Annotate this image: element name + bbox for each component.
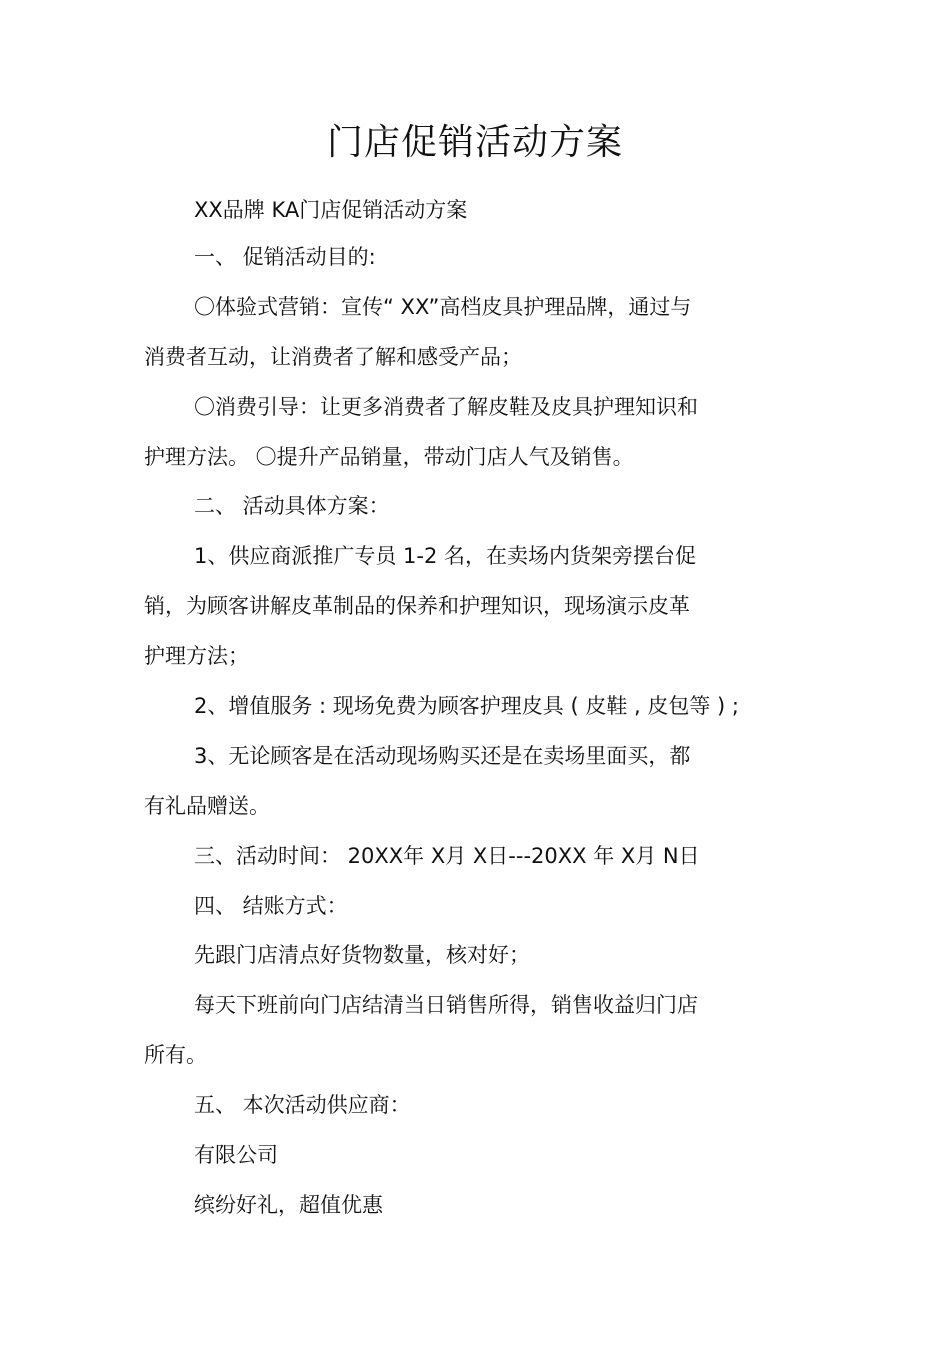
- settlement-line-1: 先跟门店清点好货物数量，核对好；: [194, 943, 530, 967]
- section-1-heading: 一、 促销活动目的:: [194, 245, 376, 269]
- section-2-heading: 二、 活动具体方案：: [194, 494, 390, 518]
- settlement-line-3: 所有。: [144, 1043, 207, 1067]
- plan-item-1-line-3: 护理方法；: [144, 644, 249, 668]
- subtitle: XX品牌 KA门店促销活动方案: [194, 198, 468, 222]
- plan-item-1-line-1: 1、供应商派推广专员 1-2 名，在卖场内货架旁摆台促: [194, 544, 697, 568]
- goal-experience-line-1: 〇体验式营销：宣传“ XX”高档皮具护理品牌，通过与: [194, 295, 692, 319]
- plan-item-3-line-2: 有礼品赠送。: [144, 794, 270, 818]
- document-title: 门店促销活动方案: [326, 122, 623, 163]
- slogan: 缤纷好礼，超值优惠: [194, 1193, 383, 1217]
- settlement-line-2: 每天下班前向门店结清当日销售所得，销售收益归门店: [194, 993, 698, 1017]
- plan-item-1-line-2: 销，为顾客讲解皮革制品的保养和护理知识，现场演示皮革: [144, 594, 690, 618]
- plan-item-2: 2、增值服务 : 现场免费为顾客护理皮具 ( 皮鞋 , 皮包等 ) ;: [194, 694, 739, 718]
- plan-item-3-line-1: 3、无论顾客是在活动现场购买还是在卖场里面买，都: [194, 744, 691, 768]
- section-4-heading: 四、 结账方式：: [194, 894, 348, 918]
- section-3-time: 三、活动时间： 20XX年 X月 X日---20XX 年 X月 N日: [194, 844, 700, 868]
- supplier-name: 有限公司: [194, 1143, 278, 1167]
- goal-experience-line-2: 消费者互动，让消费者了解和感受产品；: [144, 345, 522, 369]
- goal-guidance-line-2: 护理方法。 〇提升产品销量，带动门店人气及销售。: [144, 445, 634, 469]
- section-5-heading: 五、 本次活动供应商：: [194, 1093, 411, 1117]
- goal-guidance-line-1: 〇消费引导：让更多消费者了解皮鞋及皮具护理知识和: [194, 395, 698, 419]
